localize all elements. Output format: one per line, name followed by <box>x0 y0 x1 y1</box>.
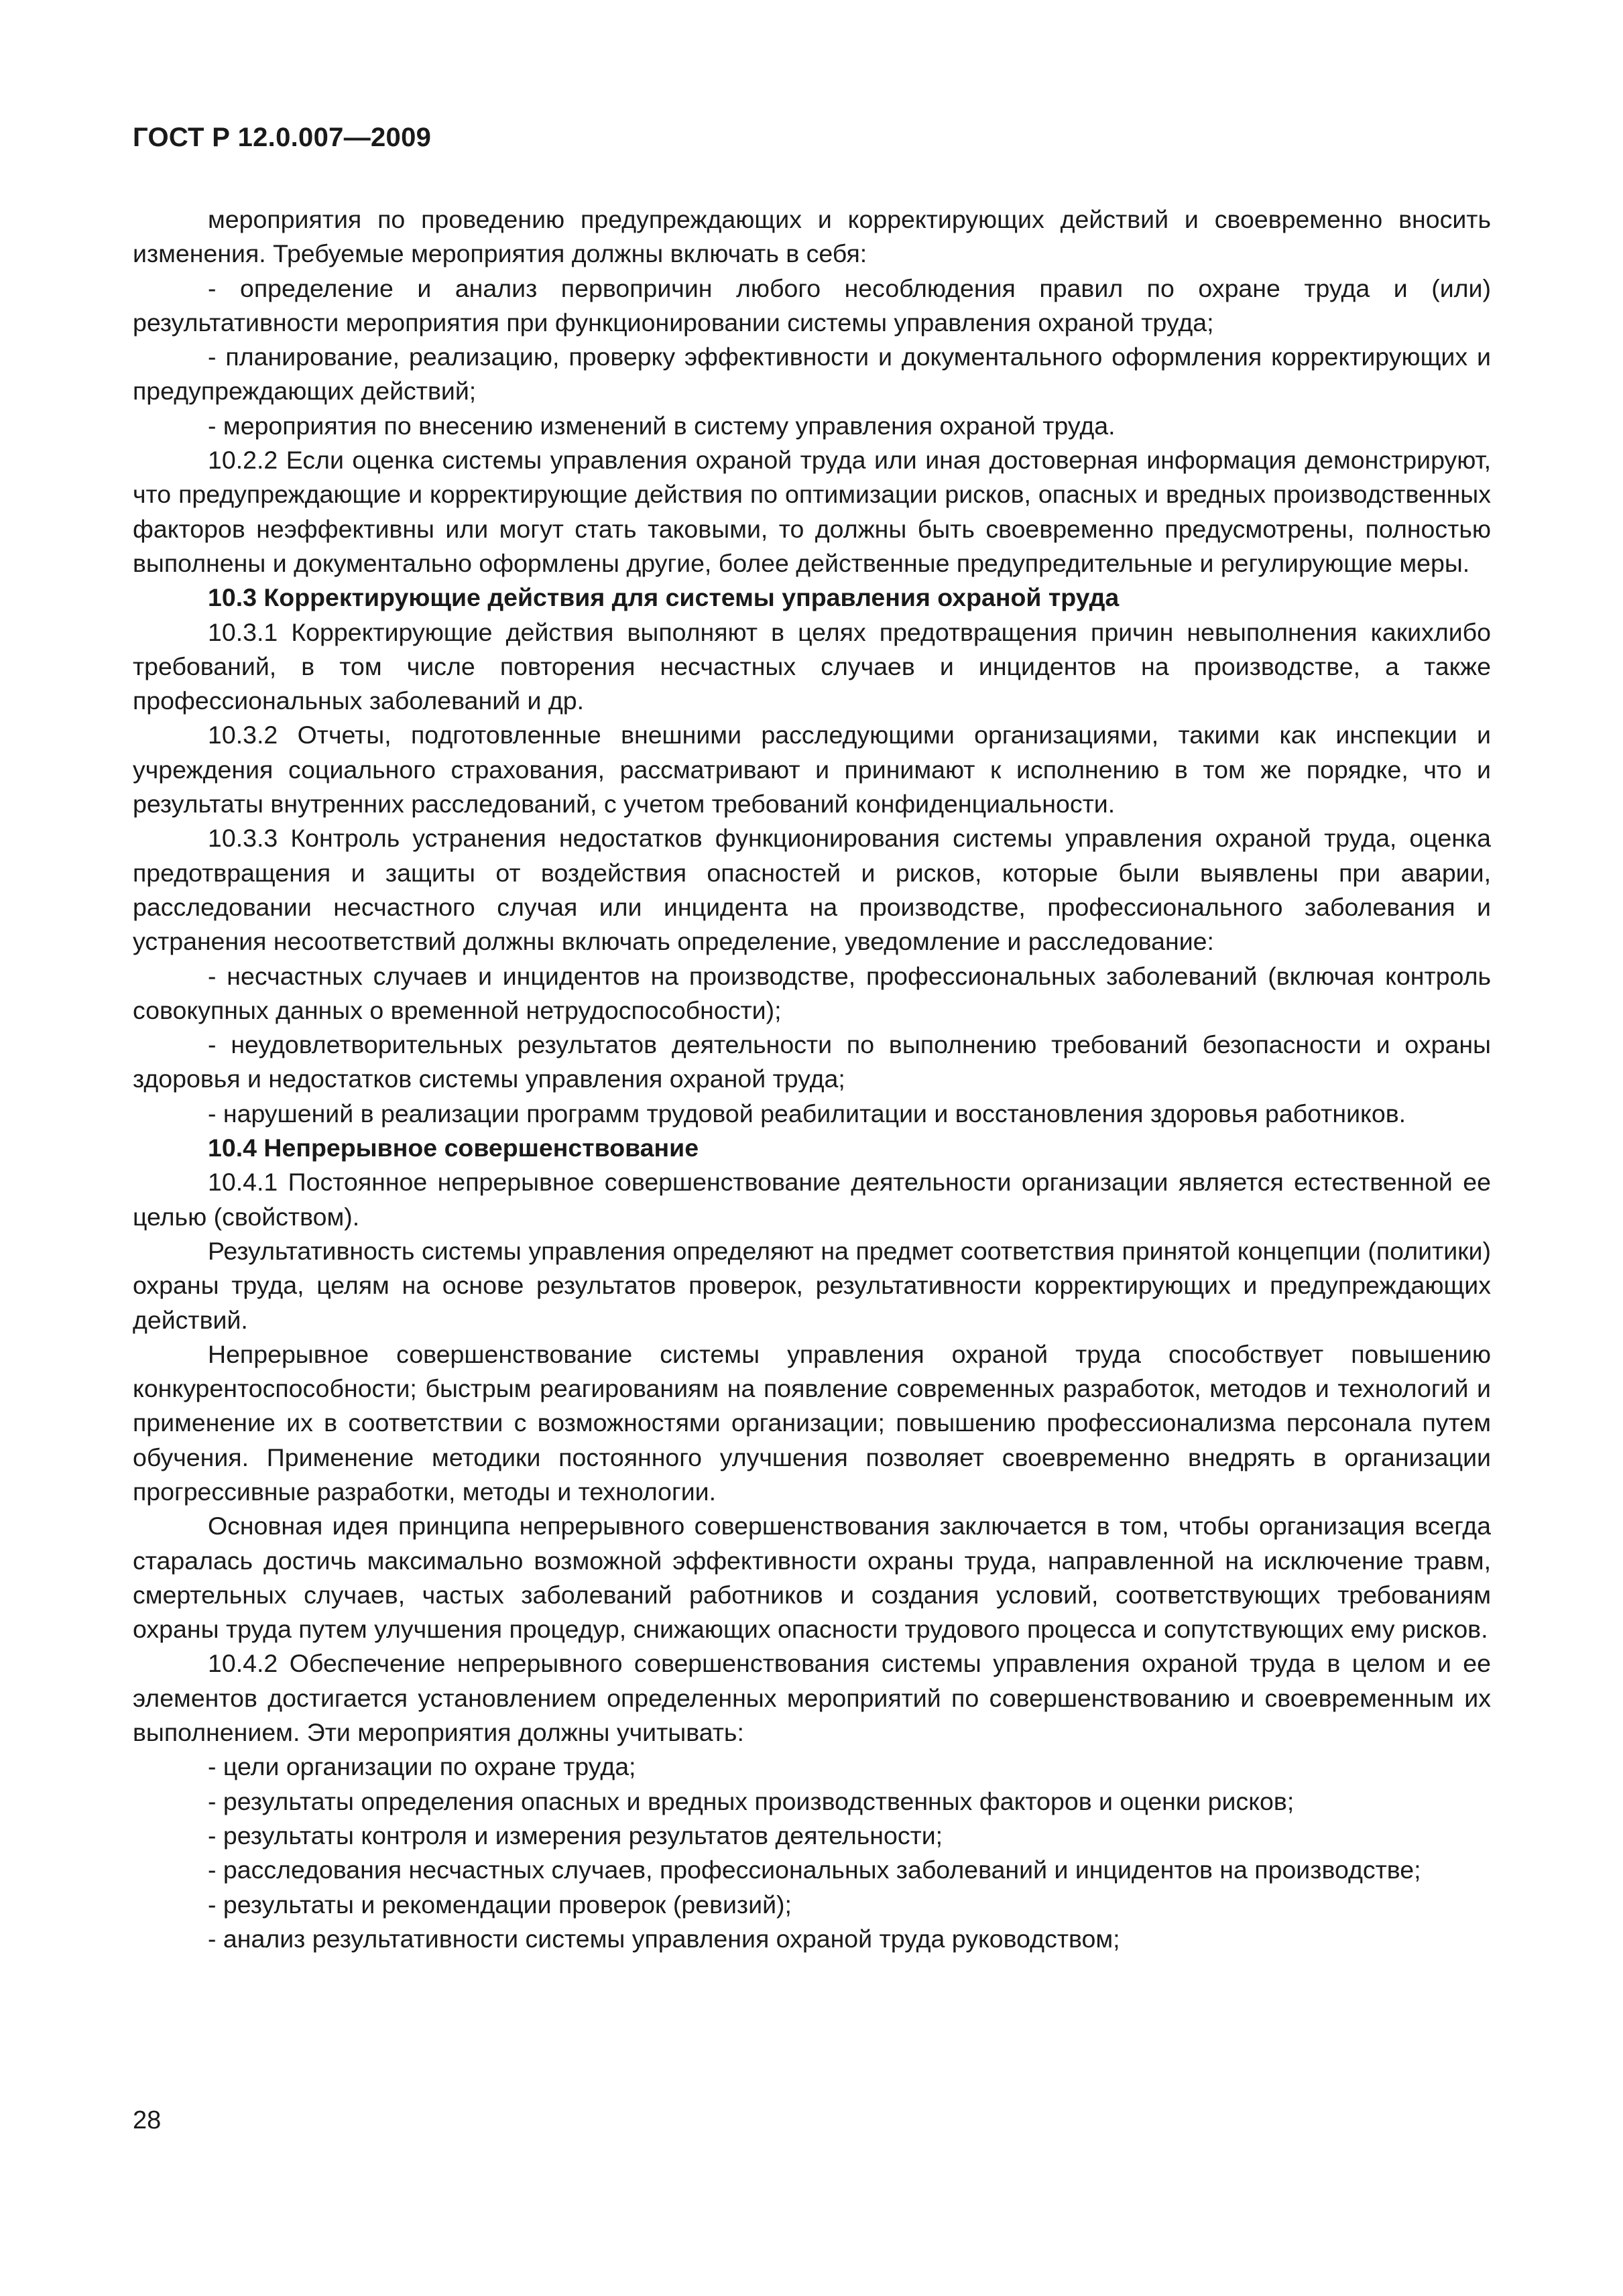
body-paragraph: 10.4.1 Постоянное непрерывное совершенствование деятельности организации является естественной ее целью (свойством). <box>133 1168 1491 1231</box>
body-paragraph: - результаты определения опасных и вредных производственных факторов и оценки рисков; <box>208 1787 1295 1815</box>
page-header-doc-id: ГОСТ Р 12.0.007—2009 <box>133 123 432 152</box>
body-paragraph: - мероприятия по внесению изменений в систему управления охраной труда. <box>208 411 1116 440</box>
body-paragraph: Основная идея принципа непрерывного совершенствования заключается в том, чтобы организация всегда старалась достичь максимально возможной эффективности охраны труда, направленной на исключение травм, смертельных случаев, частых заболеваний работников и создания условий, соответствующих требованиям охраны труда путем улучшения процедур, снижающих опасности трудового процесса и сопутствующих ему рисков. <box>133 1512 1491 1644</box>
body-paragraph: Результативность системы управления определяют на предмет соответствия принятой концепции (политики) охраны труда, целям на основе результатов проверок, результативности корректирующих и предупреждающих действий. <box>133 1236 1491 1334</box>
body-paragraph: Непрерывное совершенствование системы управления охраной труда способствует повышению конкурентоспособности; быстрым реагированиям на появление современных разработок, методов и технологий и применение их в соответствии с возможностями организации; повышению профессионализма персонала путем обучения. Применение методики постоянного улучшения позволяет своевременно внедрять в организации прогрессивные разработки, методы и технологии. <box>133 1339 1491 1506</box>
body-paragraph: - определение и анализ первопричин любого несоблюдения правил по охране труда и (или) результативности мероприятия при функционировании системы управления охраной труда; <box>133 274 1491 337</box>
body-paragraph: - анализ результативности системы управления охраной труда руководством; <box>208 1924 1120 1953</box>
body-paragraph: - планирование, реализацию, проверку эффективности и документального оформления корректирующих и предупреждающих действий; <box>133 343 1491 406</box>
body-paragraph: - результаты и рекомендации проверок (ревизий); <box>208 1890 792 1919</box>
body-paragraph: - неудовлетворительных результатов деятельности по выполнению требований безопасности и охраны здоровья и недостатков системы управления охраной труда; <box>133 1030 1491 1093</box>
page-body <box>133 202 1491 1956</box>
body-paragraph: 10.4.2 Обеспечение непрерывного совершенствования системы управления охраной труда в целом и ее элементов достигается установлением определенных мероприятий по совершенствованию и своевременным их выполнением. Эти мероприятия должны учитывать: <box>133 1649 1491 1747</box>
section-heading: 10.4 Непрерывное совершенствование <box>208 1134 699 1162</box>
body-paragraph: - нарушений в реализации программ трудовой реабилитации и восстановления здоровья работников. <box>208 1099 1406 1128</box>
body-paragraph: - цели организации по охране труда; <box>208 1752 636 1781</box>
body-paragraph: 10.3.2 Отчеты, подготовленные внешними расследующими организациями, такими как инспекции и учреждения социального страхования, рассматривают и принимают к исполнению в том же порядке, что и результаты внутренних расследований, с учетом требований конфиденциальности. <box>133 721 1491 819</box>
body-paragraph: мероприятия по проведению предупреждающих и корректирующих действий и своевременно вносить изменения. Требуемые мероприятия должны включать в себя: <box>133 205 1491 268</box>
body-paragraph: - несчастных случаев и инцидентов на производстве, профессиональных заболеваний (включая контроль совокупных данных о временной нетрудоспособности); <box>133 961 1491 1024</box>
body-paragraph: 10.2.2 Если оценка системы управления охраной труда или иная достоверная информация демонстрируют, что предупреждающие и корректирующие действия по оптимизации рисков, опасных и вредных производственных факторов неэффективны или могут стать таковыми, то должны быть своевременно предусмотрены, полностью выполнены и документально оформлены другие, более действенные предупредительные и регулирующие меры. <box>133 446 1491 577</box>
body-paragraph: 10.3.3 Контроль устранения недостатков функционирования системы управления охраной труда, оценка предотвращения и защиты от воздействия опасностей и рисков, которые были выявлены при аварии, расследовании несчастного случая или инцидента на производстве, профессионального заболевания и устранения несоответствий должны включать определение, уведомление и расследование: <box>133 824 1491 956</box>
section-heading: 10.3 Корректирующие действия для системы управления охраной труда <box>208 583 1120 612</box>
body-paragraph: - расследования несчастных случаев, профессиональных заболеваний и инцидентов на производстве; <box>208 1856 1421 1884</box>
body-paragraph: 10.3.1 Корректирующие действия выполняют в целях предотвращения причин невыполнения какихлибо требований, в том числе повторения несчастных случаев и инцидентов на производстве, а также профессиональных заболеваний и др. <box>133 617 1491 715</box>
body-paragraph: - результаты контроля и измерения результатов деятельности; <box>208 1821 943 1850</box>
page-number: 28 <box>133 2106 162 2134</box>
